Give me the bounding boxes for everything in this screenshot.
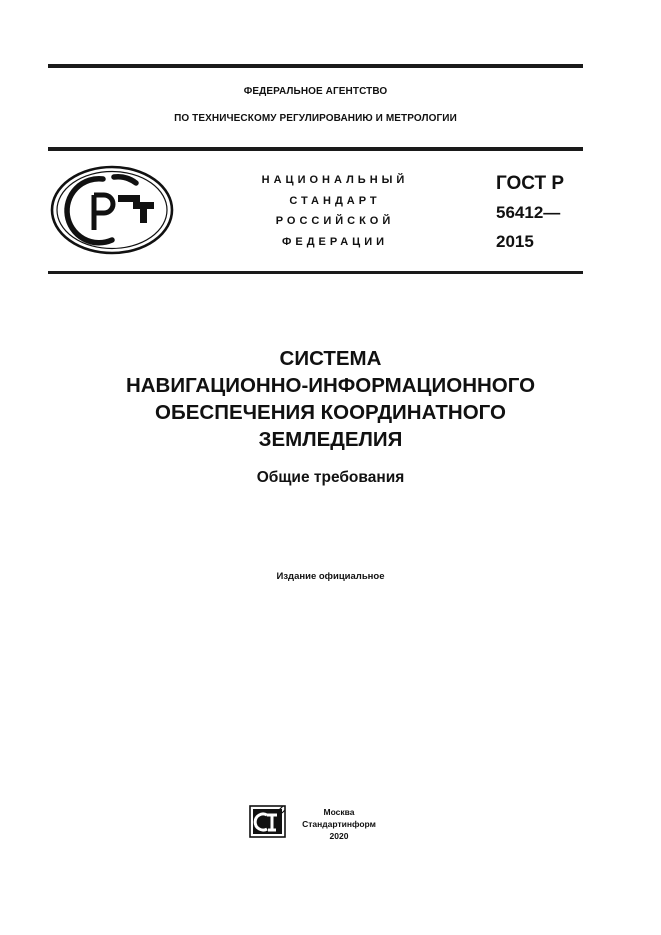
gost-designation xyxy=(496,169,586,256)
publisher-name: Стандартинформ xyxy=(302,819,376,829)
agency-name-line-2: ПО ТЕХНИЧЕСКОМУ РЕГУЛИРОВАНИЮ И МЕТРОЛОГИИ xyxy=(174,113,457,124)
edition-label: Издание официальное xyxy=(276,571,385,582)
gost-year: 2015 xyxy=(496,232,534,251)
publisher-imprint xyxy=(290,806,388,842)
national-standard-label xyxy=(230,170,440,252)
bottom-rule xyxy=(48,271,583,274)
standartinform-logo-icon xyxy=(249,805,286,838)
national-label-line: НАЦИОНАЛЬНЫЙ xyxy=(261,174,409,186)
middle-rule xyxy=(48,147,583,151)
title-line: ОБЕСПЕЧЕНИЯ КООРДИНАТНОГО xyxy=(155,401,506,424)
publisher-city: Москва xyxy=(323,807,355,817)
national-label-line: СТАНДАРТ xyxy=(289,194,381,207)
document-title xyxy=(60,345,601,453)
title-line: СИСТЕМА xyxy=(279,347,382,370)
document-subtitle: Общие требования xyxy=(256,469,405,486)
gost-number: 56412— xyxy=(496,203,561,222)
top-rule xyxy=(48,64,583,68)
rst-certification-mark-icon xyxy=(50,165,174,255)
publication-year: 2020 xyxy=(329,831,349,841)
agency-name-line-1: ФЕДЕРАЛЬНОЕ АГЕНТСТВО xyxy=(243,86,388,97)
national-label-line: ФЕДЕРАЦИИ xyxy=(281,235,389,248)
title-line: НАВИГАЦИОННО-ИНФОРМАЦИОННОГО xyxy=(125,374,536,397)
title-line: ЗЕМЛЕДЕЛИЯ xyxy=(258,428,403,451)
gost-prefix: ГОСТ Р xyxy=(496,173,565,194)
national-label-line: РОССИЙСКОЙ xyxy=(275,215,395,227)
